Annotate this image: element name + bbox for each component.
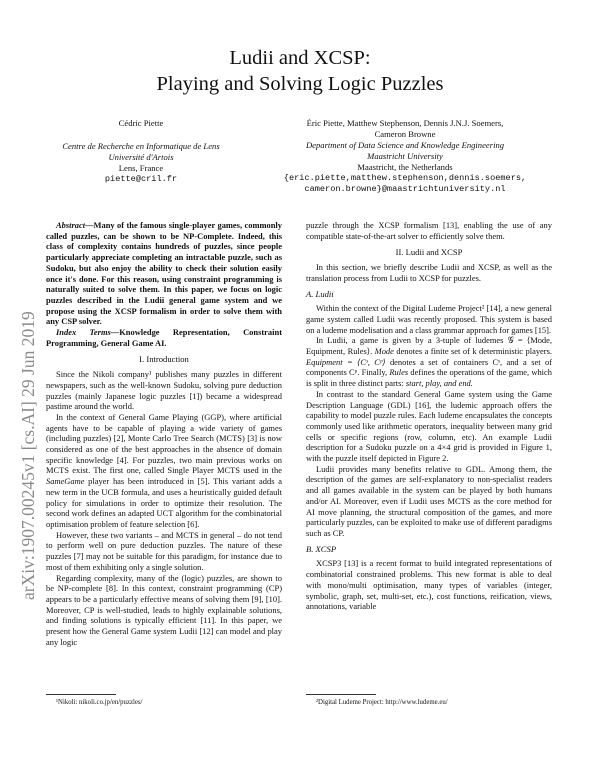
ludii-paragraph-1: Within the context of the Digital Ludeme Project² [14], a new general game system called Ludii was recently proposed. This system is based on a ludeme modelisation and a class grammar approach for games [15].: [306, 303, 552, 335]
ludii-paragraph-4: Ludii provides many benefits relative to GDL. Among them, the description of the games are self-explanatory to non-specialist readers and all games available in the system can be played by both humans and/or AI. Moreover, even if Ludii uses MCTS as the core method for AI move planning, the structural composition of the games, and more particularly puzzles, can be exploited to make use of different paradigms such as CP.: [306, 463, 552, 538]
abstract-label: Abstract: [56, 220, 86, 230]
author-names-cont: Cameron Browne: [374, 129, 436, 139]
intro-paragraph-1: Since the Nikoli company¹ publishes many puzzles in different newspapers, such as the well-known Sudoku, solving pure deduction puzzles (mainly Japanese logic puzzles [1]) became a widespread pastime around the world.: [46, 369, 282, 412]
intro-paragraph-2: [46, 412, 282, 530]
index-terms-text: —Knowledge Representation, Constraint Programming, General Game AI.: [46, 327, 282, 348]
ludii-p2-c: denotes a set of containers Cˢ, and a set of components Cᵖ. Finally,: [306, 356, 552, 378]
ludii-p2-mode: Mode: [374, 346, 394, 357]
author-affiliation: Centre de Recherche en Informatique de Lens: [62, 141, 220, 151]
section-heading-ludii-xcsp: II. Ludii and XCSP: [395, 247, 463, 258]
paper-title-line2: Playing and Solving Logic Puzzles: [156, 73, 444, 95]
author-email: piette@cril.fr: [104, 174, 178, 184]
right-paragraph-cont: puzzle through the XCSP formalism [13], enabling the use of any compatible state-of-the-art solver to efficiently solve them.: [306, 220, 552, 241]
author-university: Université d'Artois: [108, 152, 174, 162]
subsection-heading-xcsp: B. XCSP: [306, 543, 337, 554]
arxiv-stamp: arXiv:1907.00245v1 [cs.AI] 29 Jun 2019: [18, 311, 38, 600]
intro-p2-a: In the context of General Game Playing (GGP), where artificial agents have to be capable of playing a wide variety of games (including puzzles) [2], Monte Carlo Tree Search (MCTS) [3] is now considered as one of the best approaches in the absence of domain specific knowledge [4]. For puzzles, two main previous works on MCTS exist. The first one, called Single Player MCTS used in the: [46, 411, 282, 476]
intro-paragraph-4: Regarding complexity, many of the (logic) puzzles, are shown to be NP-complete [8]. In this context, constraint programming (CP) appears to be a particularly effective means of solving them [9], [10]. Moreover, CP is well-studied, leads to highly explainable solutions, and finding solutions is typically efficient [11]. In this paper, we present how the General Game system Ludii [12] can model and play any logic: [46, 572, 282, 647]
abstract: [46, 220, 282, 327]
intro-p2-game: SameGame: [46, 476, 85, 487]
author-email: {eric.piette,matthew.stephenson,dennis.soemers,: [283, 173, 527, 183]
intro-paragraph-3: However, these two variants – and MCTS in general – do not tend to perform well on pure deduction puzzles. The nature of these puzzles [7] may not be suitable for this paradigm, for instance due to most of them exhibiting only a single solution.: [46, 529, 282, 572]
ludii-p2-d: defines the operations of the game, which is split in three distinct parts:: [306, 367, 552, 389]
intro-p2-b: player has been introduced in [5]. This variant adds a new term in the UCB formula, and uses a heuristically guided default policy for simulations in order to optimize their resolution. The second work defines an adapted UCT algorithm for the combinatorial optimisation problem of feature selection [6].: [46, 476, 282, 529]
ludii-p2-rules: Rules: [389, 367, 409, 378]
index-terms: [46, 327, 282, 348]
ludii-p2-a: In Ludii, a game is given by a 3-tuple of ludemes 𝒢 = ⟨Mode, Equipment, Rules⟩.: [306, 335, 552, 357]
ludii-paragraph-2: [306, 335, 552, 389]
paper-title-line1: Ludii and XCSP:: [229, 47, 371, 69]
author-block-left: [46, 118, 236, 185]
footnote-rule: [46, 694, 116, 695]
ludii-p2-equipment: Equipment = ⟨Cˢ, Cᵖ⟩: [306, 356, 386, 367]
index-terms-label: Index Terms: [56, 327, 111, 338]
author-names: Éric Piette, Matthew Stephenson, Dennis J.N.J. Soemers,: [306, 118, 504, 128]
footnote-1: ¹Nikoli: nikoli.co.jp/en/puzzles/: [56, 699, 143, 706]
xcsp-paragraph-1: XCSP3 [13] is a recent format to build integrated representations of combinatorial constrained problems. This new format is able to deal with mono/multi optimisation, many types of variables (integer, symbolic, graph, set, multi-set, etc.), cost functions, reification, views, annotations, variable: [306, 558, 552, 612]
left-column: [46, 220, 282, 647]
author-university: Maastricht University: [367, 151, 443, 161]
author-block-right: [250, 118, 560, 195]
author-city: Maastricht, the Netherlands: [357, 162, 453, 172]
author-city: Lens, France: [118, 163, 164, 173]
footnote-rule: [306, 694, 376, 695]
ludii-p2-b: denotes a finite set of k deterministic players.: [393, 346, 552, 357]
author-affiliation: Department of Data Science and Knowledge Engineering: [305, 140, 505, 150]
ludii-paragraph-3: In contrast to the standard General Game system using the Game Description Language (GDL) [16], the ludemic approach offers the capability to model puzzle rules. Each ludeme encapsulates the concepts commonly used like arithmetic operators, inequality between many grid cells or specific regions (row, column, etc). An example Ludii description for a Sudoku puzzle on a 4×4 grid is provided in Figure 1, with the puzzle itself depicted in Figure 2.: [306, 388, 552, 464]
section-heading-intro: I. Introduction: [139, 354, 189, 365]
ludii-p2-parts: start, play, and end.: [405, 378, 473, 389]
author-email-cont: cameron.browne}@maastrichtuniversity.nl: [304, 184, 506, 194]
abstract-text: —Many of the famous single-player games, commonly called puzzles, can be shown to be NP-Complete. Indeed, this class of complexity contains hundreds of puzzles, since people particularly appreciate completing an intractable puzzle, such as Sudoku, but also enjoy the ability to check their solution easily once it's done. For this reason, using constraint programming is naturally suited to solve them. In this paper, we focus on logic puzzles described in the Ludii general game system and we propose using the XCSP formalism in order to solve them with any CSP solver.: [46, 220, 282, 327]
section2-intro: In this section, we briefly describe Ludii and XCSP, as well as the translation process from Ludii to XCSP for puzzles.: [306, 262, 552, 283]
author-name: Cédric Piette: [118, 118, 164, 128]
subsection-heading-ludii: A. Ludii: [306, 288, 334, 299]
right-column: [306, 220, 552, 612]
footnote-2: ²Digital Ludeme Project: http://www.ludeme.eu/: [316, 699, 448, 706]
